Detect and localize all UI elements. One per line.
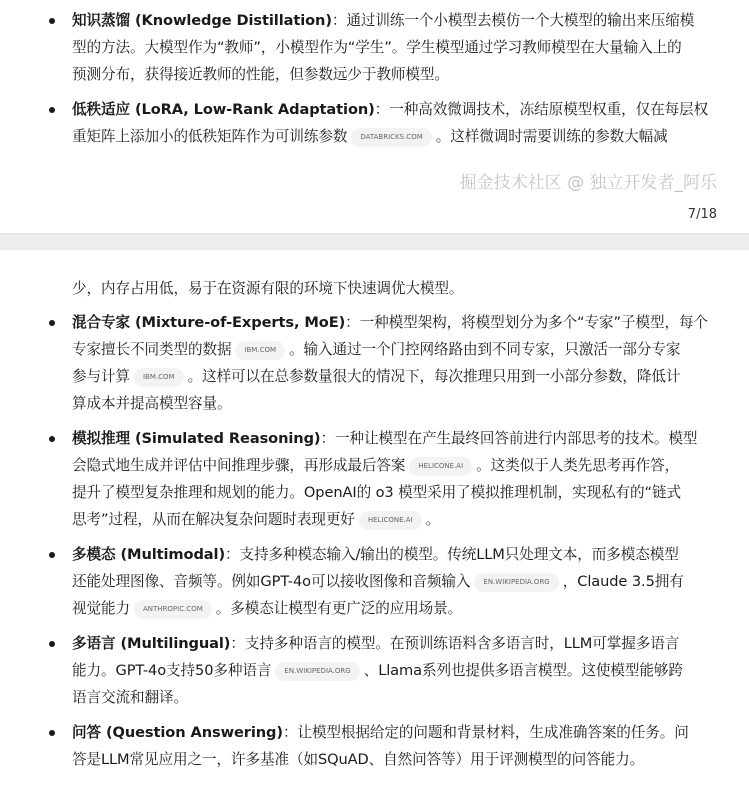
bullet-icon xyxy=(49,107,55,113)
text-line xyxy=(72,452,749,479)
description-text: 。这样微调时需要训练的参数大幅减 xyxy=(435,128,668,145)
source-citation-badge[interactable]: HELICONE.AI xyxy=(359,511,422,530)
list-item xyxy=(0,719,749,773)
term-heading: 知识蒸馏 (Knowledge Distillation) xyxy=(72,12,332,29)
watermark: 掘金技术社区 @ 独立开发者_阿乐 xyxy=(459,173,717,193)
glossary-list xyxy=(0,309,749,773)
description-text: 。这样可以在总参数量很大的情况下，每次推理只用到一小部分参数，降低计 xyxy=(187,368,681,385)
text-line xyxy=(72,425,749,452)
text-line xyxy=(72,506,749,533)
text-line xyxy=(72,568,749,595)
description-text: 参与计算 xyxy=(72,368,130,385)
description-text: 。多模态让模型有更广泛的应用场景。 xyxy=(215,600,463,617)
source-citation-badge[interactable]: EN.WIKIPEDIA.ORG xyxy=(474,573,558,592)
description-text: 少，内存占用低，易于在资源有限的环境下快速调优大模型。 xyxy=(72,280,464,297)
bullet-icon xyxy=(49,641,55,647)
bullet-icon xyxy=(49,552,55,558)
text-line xyxy=(72,746,749,773)
description-text: 算成本并提高模型容量。 xyxy=(72,395,232,412)
list-item xyxy=(0,309,749,417)
source-citation-badge[interactable]: HELICONE.AI xyxy=(409,457,472,476)
description-text: 预测分布，获得接近教师的性能，但参数远少于教师模型。 xyxy=(72,66,449,83)
list-item xyxy=(0,630,749,711)
description-text: 视觉能力 xyxy=(72,600,130,617)
term-heading: 模拟推理 (Simulated Reasoning) xyxy=(72,430,321,447)
source-citation-badge[interactable]: IBM.COM xyxy=(235,341,285,360)
term-heading: 多模态 (Multimodal) xyxy=(72,546,226,563)
text-line xyxy=(72,309,749,336)
description-text: ：支持多种语言的模型。在预训练语料含多语言时，LLM可掌握多语言 xyxy=(230,635,680,652)
description-text: 语言交流和翻译。 xyxy=(72,689,188,706)
description-text: 型的方法。大模型作为“教师”，小模型作为“学生”。学生模型通过学习教师模型在大量输入上的 xyxy=(72,39,682,56)
text-line xyxy=(72,479,749,506)
source-citation-badge[interactable]: ANTHROPIC.COM xyxy=(134,600,212,619)
description-text: 。 xyxy=(425,511,441,528)
text-line xyxy=(72,7,749,34)
source-citation-badge[interactable]: DATABRICKS.COM xyxy=(351,128,431,147)
description-text: 思考”过程，从而在解决复杂问题时表现更好 xyxy=(72,511,355,528)
list-item xyxy=(0,541,749,622)
term-heading: 问答 (Question Answering) xyxy=(72,724,283,741)
document-page-8 xyxy=(0,250,749,786)
bullet-icon xyxy=(49,730,55,736)
text-line xyxy=(72,719,749,746)
list-item xyxy=(0,96,749,150)
text-line xyxy=(72,390,749,417)
description-text: 会隐式地生成并评估中间推理步骤，再形成最后答案 xyxy=(72,457,406,474)
text-line xyxy=(72,275,749,302)
text-line xyxy=(72,34,749,61)
term-heading: 混合专家 (Mixture-of-Experts, MoE) xyxy=(72,314,346,331)
source-citation-badge[interactable]: IBM.COM xyxy=(134,368,184,387)
text-line xyxy=(72,657,749,684)
bullet-icon xyxy=(49,436,55,442)
term-heading: 低秩适应 (LoRA, Low-Rank Adaptation) xyxy=(72,101,375,118)
document-page-7 xyxy=(0,0,749,233)
list-item xyxy=(0,7,749,88)
description-text: 。这类似于人类先思考再作答， xyxy=(476,457,680,474)
text-line xyxy=(72,61,749,88)
description-text: 答是LLM常见应用之一，许多基准（如SQuAD、自然问答等）用于评测模型的问答能力。 xyxy=(72,751,645,768)
glossary-list xyxy=(0,0,749,150)
page-separator xyxy=(0,233,749,250)
description-text: 还能处理图像、音频等。例如GPT-4o可以接收图像和音频输入 xyxy=(72,573,471,590)
text-line xyxy=(72,541,749,568)
text-line xyxy=(72,336,749,363)
description-text: 、Llama系列也提供多语言模型。这使模型能够跨 xyxy=(363,662,683,679)
term-heading: 多语言 (Multilingual) xyxy=(72,635,231,652)
description-text: 重矩阵上添加小的低秩矩阵作为可训练参数 xyxy=(72,128,348,145)
text-line xyxy=(72,630,749,657)
description-text: ：一种高效微调技术，冻结原模型权重，仅在每层权 xyxy=(374,101,709,118)
page-number: 7/18 xyxy=(687,207,717,222)
description-text: ：支持多种模态输入/输出的模型。传统LLM只处理文本，而多模态模型 xyxy=(225,546,679,563)
text-line xyxy=(72,96,749,123)
description-text: 专家擅长不同类型的数据 xyxy=(72,341,232,358)
description-text: 能力。GPT-4o支持50多种语言 xyxy=(72,662,272,679)
source-citation-badge[interactable]: EN.WIKIPEDIA.ORG xyxy=(275,662,359,681)
bullet-icon xyxy=(49,18,55,24)
description-text: ：让模型根据给定的问题和背景材料，生成准确答案的任务。问 xyxy=(282,724,689,741)
description-text: 。输入通过一个门控网络路由到不同专家，只激活一部分专家 xyxy=(289,341,681,358)
text-line xyxy=(72,684,749,711)
text-line xyxy=(72,363,749,390)
description-text: ：通过训练一个小模型去模仿一个大模型的输出来压缩模 xyxy=(331,12,695,29)
description-text: ：一种让模型在产生最终回答前进行内部思考的技术。模型 xyxy=(320,430,698,447)
continuation-text xyxy=(0,250,749,302)
text-line xyxy=(72,595,749,622)
text-line xyxy=(72,123,749,150)
description-text: ，Claude 3.5拥有 xyxy=(562,573,684,590)
description-text: 提升了模型复杂推理和规划的能力。OpenAI的 o3 模型采用了模拟推理机制，实现私有的“链式 xyxy=(72,484,681,501)
description-text: ：一种模型架构，将模型划分为多个“专家”子模型，每个 xyxy=(345,314,708,331)
bullet-icon xyxy=(49,320,55,326)
list-item xyxy=(0,425,749,533)
